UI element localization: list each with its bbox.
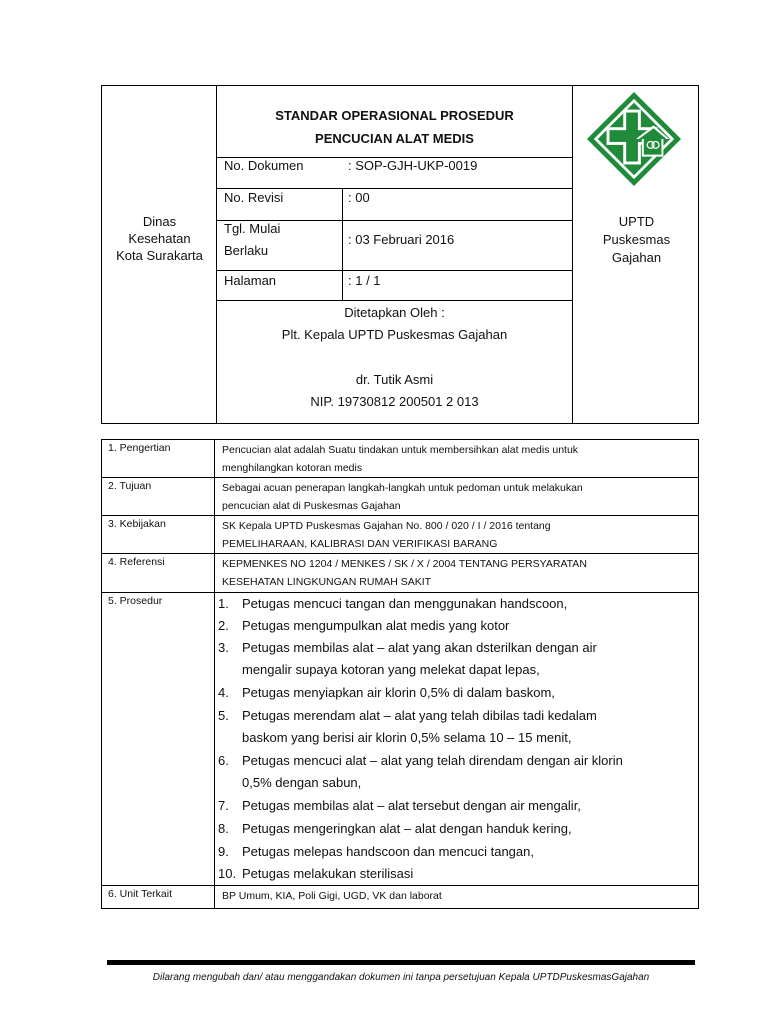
meta-divider — [342, 271, 343, 300]
row-value-line: Sebagai acuan penerapan langkah-langkah untuk pedoman untuk melakukan — [222, 482, 583, 494]
row-key: 2. Tujuan — [108, 480, 152, 492]
row-value-line: BP Umum, KIA, Poli Gigi, UGD, VK dan laborat — [222, 890, 442, 902]
row-value-line: menghilangkan kotoran medis — [222, 462, 363, 474]
step-number: 9. — [218, 844, 229, 859]
step-text: Petugas mengumpulkan alat medis yang kotor — [242, 618, 510, 633]
row-value — [222, 887, 690, 905]
meta-value: : 1 / 1 — [348, 273, 381, 288]
column-divider — [214, 516, 215, 553]
step-text: Petugas merendam alat – alat yang telah dibilas tadi kedalam — [242, 708, 597, 723]
step-number: 10. — [218, 866, 237, 881]
meta-divider — [342, 221, 343, 270]
step-text: Petugas membilas alat – alat yang akan dsterilkan dengan air — [242, 640, 597, 655]
meta-label: No. Revisi — [224, 190, 284, 205]
column-divider — [214, 478, 215, 515]
column-divider — [214, 440, 215, 477]
approver-position: Plt. Kepala UPTD Puskesmas Gajahan — [281, 327, 508, 342]
meta-label: Berlaku — [224, 243, 269, 258]
meta-divider — [342, 189, 343, 220]
step-text: Petugas membilas alat – alat tersebut dengan air mengalir, — [242, 798, 581, 813]
approval-label: Ditetapkan Oleh : — [344, 305, 445, 320]
step-text: Petugas melepas handscoon dan mencuci tangan, — [242, 844, 534, 859]
approver-nip: NIP. 19730812 200501 2 013 — [310, 394, 479, 409]
step-text: Petugas mengeringkan alat – alat dengan handuk kering, — [242, 821, 572, 836]
step-text: Petugas mencuci tangan dan menggunakan handscoon, — [242, 596, 568, 611]
row-key: 5. Prosedur — [108, 595, 163, 607]
meta-row-page — [217, 271, 572, 301]
column-divider — [214, 593, 215, 885]
meta-row-effective-date — [217, 221, 572, 271]
row-value-line: KESEHATAN LINGKUNGAN RUMAH SAKIT — [222, 576, 432, 588]
issuer-column — [102, 86, 217, 423]
step-text: mengalir supaya kotoran yang melekat dapat lepas, — [242, 662, 540, 677]
approver-name: dr. Tutik Asmi — [355, 372, 434, 387]
step-number: 1. — [218, 596, 229, 611]
step-number: 2. — [218, 618, 229, 633]
row-key: 4. Referensi — [108, 556, 165, 568]
footer-divider — [107, 960, 695, 965]
issuer-name — [102, 213, 217, 264]
facility-line: Gajahan — [611, 250, 662, 265]
sop-header — [101, 85, 699, 424]
row-value-line: Pencucian alat adalah Suatu tindakan untuk membersihkan alat medis untuk — [222, 444, 579, 456]
step-number: 7. — [218, 798, 229, 813]
row-value-line: PEMELIHARAAN, KALIBRASI DAN VERIFIKASI BARANG — [222, 538, 498, 550]
title-line-2: PENCUCIAN ALAT MEDIS — [315, 131, 474, 146]
facility-column — [572, 86, 699, 423]
document-title — [217, 86, 572, 158]
step-number: 5. — [218, 708, 229, 723]
table-row-unit-terkait — [102, 886, 698, 908]
facility-name — [573, 213, 700, 267]
row-value — [222, 517, 690, 553]
column-divider — [214, 554, 215, 592]
table-row-kebijakan — [102, 516, 698, 554]
meta-label: Halaman — [224, 273, 277, 288]
step-number: 8. — [218, 821, 229, 836]
row-value — [222, 479, 690, 515]
table-row-referensi — [102, 554, 698, 593]
meta-row-doc-number — [217, 158, 572, 189]
table-row-tujuan — [102, 478, 698, 516]
row-key: 1. Pengertian — [108, 442, 171, 454]
puskesmas-logo-icon — [585, 90, 683, 188]
step-number: 4. — [218, 685, 229, 700]
meta-label: No. Dokumen — [224, 158, 304, 173]
meta-row-revision — [217, 189, 572, 221]
issuer-line: Dinas — [142, 214, 177, 229]
meta-value: : 03 Februari 2016 — [348, 232, 455, 247]
step-number: 3. — [218, 640, 229, 655]
footer-disclaimer: Dilarang mengubah dan/ atau menggandakan dokumen ini tanpa persetujuan Kepala UPTDPuskesmasGajahan — [152, 972, 650, 983]
issuer-line: Kesehatan — [128, 231, 191, 246]
row-value-line: SK Kepala UPTD Puskesmas Gajahan No. 800 / 020 / I / 2016 tentang — [222, 520, 551, 532]
facility-line: UPTD — [618, 214, 655, 229]
sop-content-table — [101, 439, 699, 909]
issuer-line: Kota Surakarta — [116, 248, 203, 263]
step-text: baskom yang berisi air klorin 0,5% selama 10 – 15 menit, — [242, 730, 572, 745]
table-row-pengertian — [102, 440, 698, 478]
row-key: 6. Unit Terkait — [108, 888, 172, 900]
row-value-line: pencucian alat di Puskesmas Gajahan — [222, 500, 401, 512]
table-row-prosedur — [102, 593, 698, 886]
step-text: Petugas melakukan sterilisasi — [242, 866, 414, 881]
column-divider — [214, 886, 215, 908]
step-text: 0,5% dengan sabun, — [242, 775, 362, 790]
row-value — [222, 555, 690, 591]
facility-line: Puskesmas — [602, 232, 671, 247]
row-value-line: KEPMENKES NO 1204 / MENKES / SK / X / 2004 TENTANG PERSYARATAN — [222, 558, 587, 570]
row-value — [222, 441, 690, 477]
meta-label: Tgl. Mulai — [224, 221, 281, 236]
row-key: 3. Kebijakan — [108, 518, 166, 530]
step-text: Petugas menyiapkan air klorin 0,5% di dalam baskom, — [242, 685, 555, 700]
step-number: 6. — [218, 753, 229, 768]
meta-value: : SOP-GJH-UKP-0019 — [348, 158, 478, 173]
step-text: Petugas mencuci alat – alat yang telah direndam dengan air klorin — [242, 753, 623, 768]
title-line-1: STANDAR OPERASIONAL PROSEDUR — [275, 108, 514, 123]
meta-value: : 00 — [348, 190, 370, 205]
